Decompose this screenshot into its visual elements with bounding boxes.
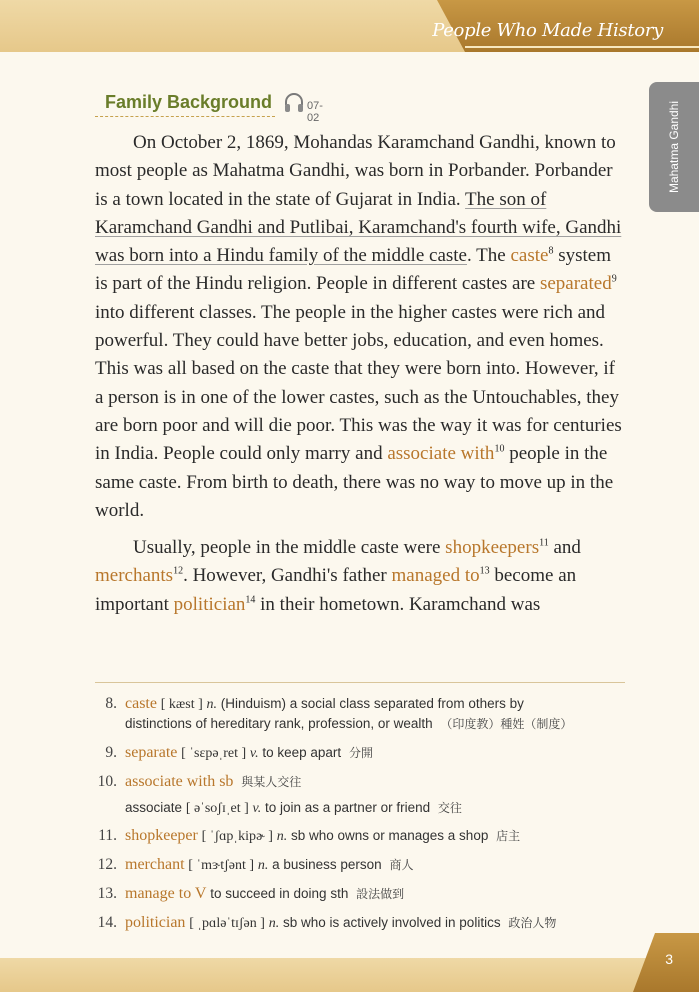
footnote-14: 14 [245, 594, 256, 606]
glossary-chinese: 政治人物 [508, 916, 557, 930]
footnote-13: 13 [479, 566, 490, 578]
glossary-item-10 [95, 772, 635, 818]
glossary-chinese: 商人 [389, 858, 414, 872]
glossary-phonetic: [ kæst ] [160, 697, 203, 712]
text-run: become an important [95, 565, 577, 615]
footnote-11: 11 [539, 537, 549, 549]
glossary-item-12 [95, 855, 635, 875]
paragraph-2 [95, 534, 623, 619]
story-text [95, 129, 623, 619]
glossary-sub-entry [125, 798, 462, 818]
glossary-definition: to join as a partner or friend [265, 800, 431, 815]
footnote-12: 12 [173, 566, 184, 578]
text-run: people in the same caste. From birth to death, there was no way to move up in the world. [95, 443, 614, 521]
glossary-item-9 [95, 743, 635, 763]
glossary-chinese: （印度教）種姓（制度） [440, 717, 573, 731]
glossary-word: associate with sb [125, 773, 234, 790]
glossary-item-14 [95, 913, 635, 933]
glossary-word: merchant [125, 856, 185, 873]
headphones-icon[interactable] [283, 92, 305, 114]
section-divider [95, 116, 275, 117]
vocab-politician[interactable]: politician [173, 593, 246, 615]
glossary-phonetic: [ ˈʃɑpˌkipɚ ] [201, 829, 273, 844]
glossary-word: caste [125, 695, 157, 712]
footnote-9: 9 [611, 274, 617, 286]
text-run: and [548, 537, 581, 559]
glossary-definition: sb who owns or manages a shop [290, 828, 489, 843]
text-run: . However, Gandhi's father [183, 565, 392, 587]
section-title: Family Background [105, 92, 273, 112]
glossary-pos: v. [252, 801, 262, 816]
glossary-word: politician [125, 914, 186, 931]
glossary-number: 9. [105, 744, 117, 761]
chapter-side-tab[interactable] [649, 82, 699, 212]
vocab-shopkeepers[interactable]: shopkeepers [445, 537, 540, 559]
header-tab-rule [465, 46, 699, 48]
glossary-chinese: 分開 [348, 746, 373, 760]
text-run: into different classes. The people in the higher castes were rich and powerful. They could have better jobs, education, and even homes. This was all based on the caste that they were born into. However, if a person is in one of the lower castes, such as the Untouchables, they are born poor and will die poor. This was the way it was for centuries in India. People could only marry and [95, 301, 622, 465]
vocab-managed-to[interactable]: managed to [391, 565, 480, 587]
glossary-item-13 [95, 884, 635, 904]
glossary-definition: sb who is actively involved in politics [282, 915, 501, 930]
glossary-definition: to succeed in doing sth [210, 886, 349, 901]
footnote-8: 8 [548, 245, 554, 257]
glossary [95, 694, 635, 933]
vocab-separated[interactable]: separated [539, 273, 612, 295]
glossary-phonetic: [ ˈsɛpəˌret ] [181, 746, 247, 761]
paragraph-1 [95, 129, 623, 525]
glossary-pos: v. [249, 746, 259, 761]
vocab-merchants[interactable]: merchants [95, 565, 174, 587]
glossary-word: shopkeeper [125, 827, 198, 844]
glossary-chinese: 設法做到 [356, 887, 405, 901]
glossary-chinese: 與某人交往 [241, 775, 302, 789]
glossary-pos: n. [268, 916, 280, 931]
text-run: in their hometown. Karamchand was [255, 593, 541, 615]
underlined-sentence: The son of Karamchand Gandhi and Putlibai, Karamchand's fourth wife, Gandhi was born into a Hindu family of the middle caste [95, 188, 622, 267]
text-run: Usually, people in the middle caste were [133, 537, 446, 559]
vocab-associate-with[interactable]: associate with [387, 443, 495, 465]
text-run: . The [467, 245, 511, 267]
glossary-chinese: 交往 [437, 801, 462, 815]
chapter-label: Mahatma Gandhi [667, 100, 681, 194]
glossary-item-8 [95, 694, 635, 734]
glossary-chinese: 店主 [496, 829, 521, 843]
glossary-number: 12. [97, 856, 117, 873]
page-number: 3 [665, 951, 673, 967]
footer-band [0, 958, 699, 992]
glossary-pos: n. [257, 858, 269, 873]
glossary-pos: n. [276, 829, 288, 844]
glossary-word: separate [125, 744, 178, 761]
footnote-10: 10 [494, 443, 505, 455]
glossary-number: 14. [97, 914, 117, 931]
glossary-definition: to keep apart [262, 745, 342, 760]
text-run: system is part of the Hindu religion. People in different castes are [95, 245, 611, 295]
section-heading [95, 92, 323, 124]
glossary-phonetic: [ ˈmɝtʃənt ] [188, 858, 255, 873]
glossary-word: manage to V [125, 885, 207, 902]
glossary-number: 10. [97, 773, 117, 790]
glossary-phonetic: [ əˈsoʃɪˌet ] [185, 801, 249, 816]
book-title: People Who Made History [432, 20, 663, 41]
glossary-definition: (Hinduism) a social class separated from others by [220, 696, 524, 711]
glossary-divider [95, 682, 625, 683]
glossary-definition-cont: distinctions of hereditary rank, profession, or wealth [125, 716, 433, 731]
text-run: On October 2, 1869, Mohandas Karamchand Gandhi, known to most people as Mahatma Gandhi, was born in Porbander. Porbander is a town located in the state of Gujarat in India. [95, 132, 616, 210]
glossary-number: 11. [98, 827, 117, 844]
glossary-number: 8. [105, 695, 117, 712]
glossary-number: 13. [97, 885, 117, 902]
glossary-pos: n. [206, 697, 218, 712]
vocab-caste[interactable]: caste [510, 245, 549, 267]
glossary-phonetic: [ ˌpɑləˈtɪʃən ] [189, 916, 265, 931]
glossary-definition: a business person [272, 857, 382, 872]
glossary-item-11 [95, 826, 635, 846]
audio-track-number: 07-02 [307, 100, 323, 124]
glossary-sub-word: associate [125, 800, 183, 815]
